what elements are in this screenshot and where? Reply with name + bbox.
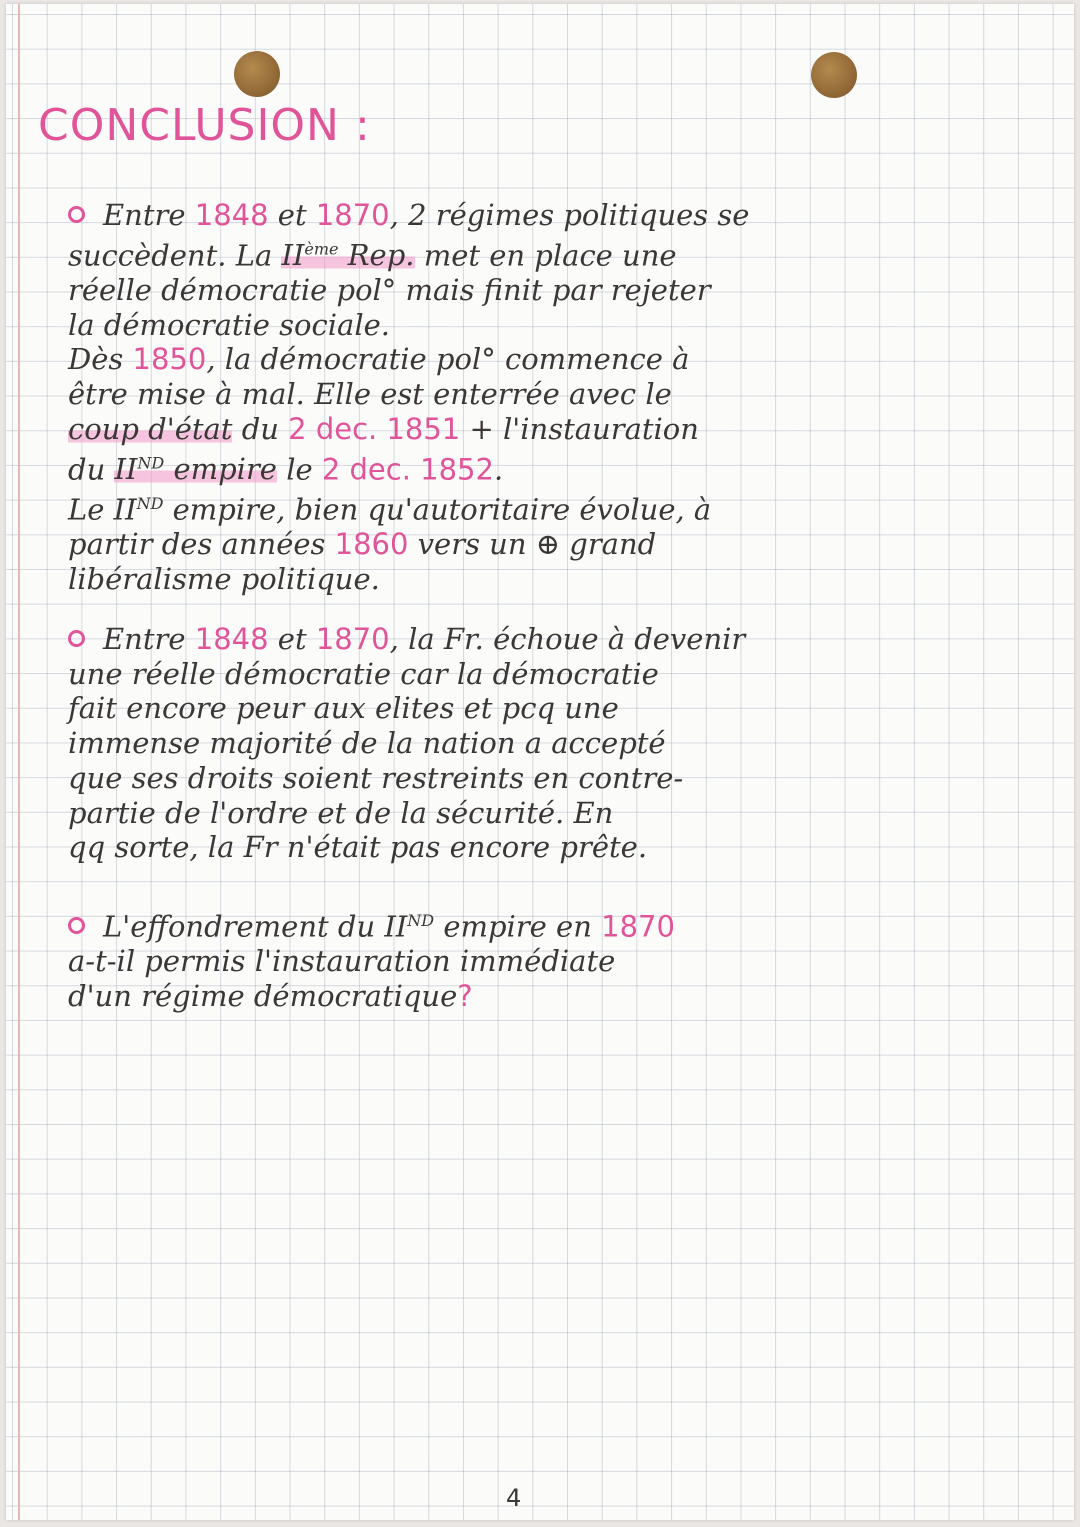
margin-line bbox=[18, 4, 20, 1520]
text: du bbox=[241, 411, 279, 446]
highlight bbox=[281, 238, 414, 272]
p1-line-9 bbox=[68, 487, 1068, 527]
year: 1848 bbox=[194, 198, 269, 232]
superscript: ND bbox=[137, 453, 165, 473]
page-number: 4 bbox=[506, 1484, 522, 1512]
text: , la Fr. échoue à devenir bbox=[389, 622, 746, 656]
roman-numeral: II bbox=[114, 452, 138, 487]
text: , 2 régimes politiques se bbox=[389, 198, 750, 232]
p2-line-5: que ses droits soient restreints en contre- bbox=[68, 760, 684, 795]
text: Entre bbox=[103, 622, 186, 656]
text: Dès bbox=[68, 342, 124, 377]
paragraph-1 bbox=[68, 198, 1068, 597]
p1-line-6: être mise à mal. Elle est enterrée avec le bbox=[68, 377, 672, 412]
text: empire, bien qu'autoritaire évolue, à bbox=[172, 492, 712, 527]
p3-line-1 bbox=[68, 904, 1068, 944]
p1-line-1 bbox=[68, 198, 1068, 233]
text: et bbox=[277, 198, 307, 232]
p3-line-2: a-t-il permis l'instauration immédiate bbox=[68, 944, 616, 979]
superscript: ème bbox=[304, 239, 339, 259]
roman-numeral: II bbox=[113, 492, 137, 527]
text: le bbox=[286, 452, 313, 487]
text: L'effondrement du bbox=[103, 909, 376, 944]
highlight bbox=[114, 452, 277, 486]
bullet-icon bbox=[68, 206, 85, 223]
binder-hole-left bbox=[234, 51, 280, 97]
p1-line-7 bbox=[68, 412, 1068, 447]
p1-line-4: la démocratie sociale. bbox=[68, 307, 390, 342]
paragraph-3 bbox=[68, 904, 1068, 1014]
text: Le bbox=[68, 492, 105, 527]
bullet-icon bbox=[68, 630, 85, 647]
paragraph-2 bbox=[68, 622, 1068, 865]
text: du bbox=[68, 452, 106, 487]
date: 2 dec. 1851 bbox=[288, 411, 461, 446]
year: 1870 bbox=[315, 622, 390, 656]
text: met en place une bbox=[423, 238, 677, 273]
year: 1860 bbox=[334, 527, 409, 562]
p2-line-4: immense majorité de la nation a accepté bbox=[68, 726, 666, 761]
year: 1850 bbox=[132, 342, 207, 377]
p1-line-8 bbox=[68, 447, 1068, 487]
date: 2 dec. 1852 bbox=[321, 452, 494, 487]
p2-line-1 bbox=[68, 622, 1068, 657]
p1-line-10 bbox=[68, 527, 1068, 562]
binder-hole-right bbox=[811, 52, 857, 98]
p1-line-2 bbox=[68, 233, 1068, 273]
year: 1870 bbox=[601, 909, 675, 944]
p2-line-3: fait encore peur aux elites et pcq une bbox=[68, 691, 619, 726]
bullet-icon bbox=[68, 917, 85, 934]
year: 1870 bbox=[315, 198, 390, 232]
p2-line-2: une réelle démocratie car la démocratie bbox=[68, 656, 659, 691]
superscript: ND bbox=[136, 493, 164, 513]
p2-line-7: qq sorte, la Fr n'était pas encore prête. bbox=[68, 830, 648, 865]
p2-line-6: partie de l'ordre et de la sécurité. En bbox=[68, 795, 614, 830]
p1-line-3: réelle démocratie pol° mais finit par rejeter bbox=[68, 273, 711, 308]
text: vers un ⊕ grand bbox=[417, 527, 657, 562]
year: 1848 bbox=[194, 622, 269, 656]
page-title: CONCLUSION : bbox=[38, 100, 371, 151]
p3-line-3 bbox=[68, 979, 1068, 1014]
text: d'un régime démocratique bbox=[68, 979, 458, 1014]
superscript: ND bbox=[407, 911, 435, 930]
p1-line-5 bbox=[68, 342, 1068, 377]
text: empire en bbox=[443, 909, 592, 944]
notebook-page bbox=[6, 4, 1074, 1520]
text: + l'instauration bbox=[469, 411, 699, 446]
text: partir des années bbox=[68, 527, 326, 562]
text: Rep. bbox=[347, 238, 415, 273]
text: empire bbox=[173, 452, 277, 487]
text: . bbox=[493, 452, 504, 487]
roman-numeral: II bbox=[281, 238, 305, 273]
text: , la démocratie pol° commence à bbox=[206, 342, 690, 377]
text: Entre bbox=[103, 198, 186, 232]
roman-numeral: II bbox=[384, 909, 408, 944]
highlight: coup d'état bbox=[68, 411, 233, 446]
p1-line-11: libéralisme politique. bbox=[68, 562, 380, 596]
question-mark: ? bbox=[457, 979, 473, 1014]
text: succèdent. La bbox=[68, 238, 273, 273]
text: et bbox=[277, 622, 307, 656]
